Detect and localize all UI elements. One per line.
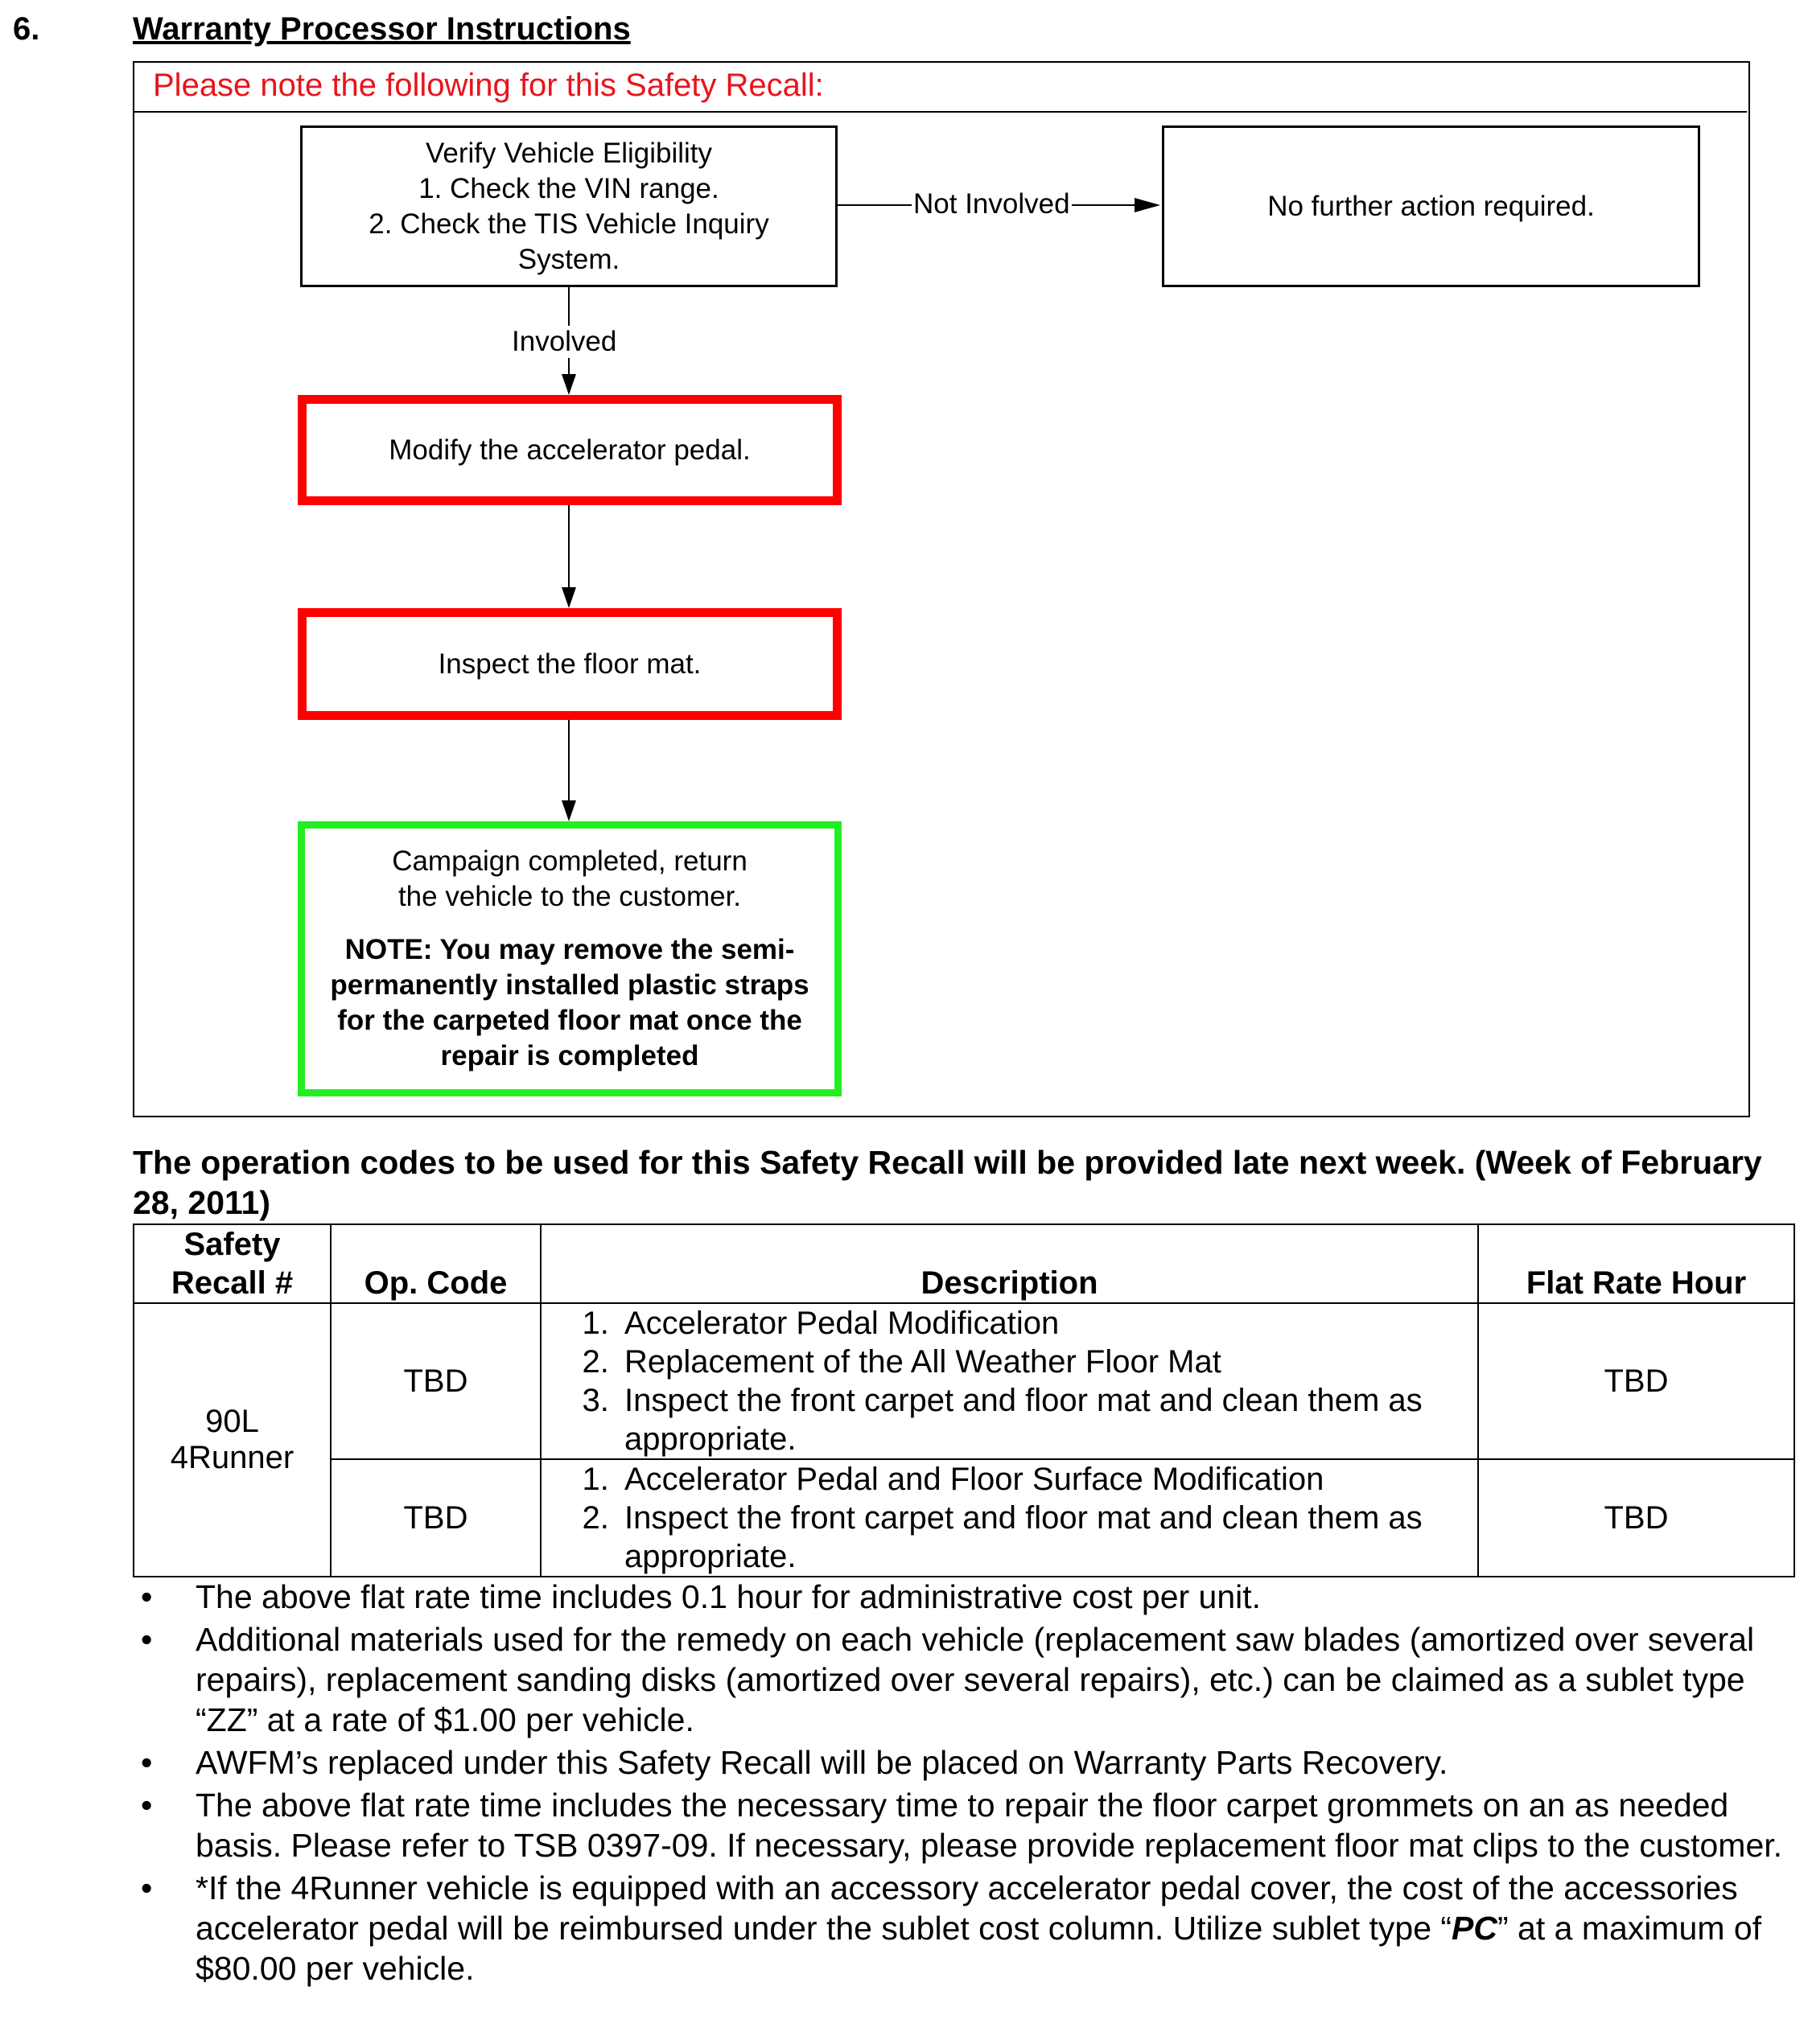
- op-code-cell: TBD: [331, 1303, 541, 1459]
- recall-model: 4Runner: [170, 1440, 294, 1475]
- note-text: ” at a maximum of $80.00 per vehicle.: [196, 1910, 1762, 1987]
- operation-codes-note: The operation codes to be used for this Safety Recall will be provided late next week. (Week of February 28, 2011): [133, 1144, 1762, 1221]
- note-text: The above flat rate time includes 0.1 hour for administrative cost per unit.: [196, 1578, 1262, 1615]
- description-item: 1. Accelerator Pedal and Floor Surface Modification: [618, 1460, 1477, 1499]
- description-cell: [541, 1303, 1478, 1459]
- table-header-row: [134, 1224, 1794, 1303]
- header-safety-recall: Safety Recall #: [134, 1224, 331, 1303]
- arrow-down-icon: [562, 374, 576, 395]
- inspect-floor-mat-text: Inspect the floor mat.: [438, 648, 702, 680]
- flowchart-header-text: Please note the following for this Safety Recall:: [153, 68, 824, 103]
- recall-cell: [134, 1303, 331, 1577]
- description-item: 1. Accelerator Pedal Modification: [618, 1304, 1477, 1343]
- list-item: [141, 1742, 1808, 1783]
- list-item: [141, 1785, 1808, 1865]
- connector: [568, 505, 570, 589]
- list-item: [141, 1619, 1808, 1740]
- description-item: 2. Inspect the front carpet and floor mat and clean them as appropriate.: [618, 1499, 1477, 1576]
- flat-rate-cell: TBD: [1478, 1459, 1794, 1577]
- campaign-completed-box: [298, 821, 842, 1096]
- no-action-text: No further action required.: [1267, 190, 1595, 222]
- not-involved-label: Not Involved: [913, 188, 1070, 220]
- complete-line: Campaign completed, return: [392, 845, 747, 877]
- table-row: [134, 1459, 1794, 1577]
- section-number: 6.: [13, 11, 40, 47]
- description-cell: [541, 1459, 1478, 1577]
- complete-note: NOTE: You may remove the semi-permanently installed plastic straps for the carpeted floor mat once the repair is completed: [330, 934, 809, 1071]
- no-action-box: [1162, 125, 1700, 287]
- note-text: *If the 4Runner vehicle is equipped with an accessory accelerator pedal cover, the cost of the accessories accelerator pedal will be reimbursed under the sublet cost column. Utilize sublet type “: [196, 1869, 1738, 1947]
- inspect-floor-mat-box: [298, 608, 842, 720]
- verify-line: 2. Check the TIS Vehicle Inquiry: [369, 208, 769, 240]
- op-code-cell: TBD: [331, 1459, 541, 1577]
- connector: [568, 720, 570, 802]
- note-text: Additional materials used for the remedy on each vehicle (replacement saw blades (amortized over several repairs), replacement sanding disks (amortized over several repairs), etc.) can be claimed as a sublet type “ZZ” at a rate of $1.00 per vehicle.: [196, 1621, 1755, 1738]
- arrow-down-icon: [562, 800, 576, 821]
- bullet-icon: •: [141, 1787, 153, 1824]
- table-row: [134, 1303, 1794, 1459]
- bullet-icon: •: [141, 1621, 153, 1658]
- header-description: Description: [541, 1224, 1478, 1303]
- flat-rate-cell: TBD: [1478, 1303, 1794, 1459]
- op-code-table: [133, 1224, 1795, 1577]
- verify-eligibility-box: [300, 125, 838, 287]
- complete-line: the vehicle to the customer.: [397, 881, 742, 912]
- section-title: Warranty Processor Instructions: [133, 11, 631, 47]
- note-text: The above flat rate time includes the necessary time to repair the floor carpet grommets on an as needed basis. Please refer to TSB 0397-09. If necessary, please provide replacement floor mat clips to the customer.: [196, 1787, 1783, 1864]
- list-item: [141, 1577, 1808, 1617]
- verify-line: Verify Vehicle Eligibility: [426, 137, 712, 169]
- modify-pedal-text: Modify the accelerator pedal.: [389, 434, 751, 466]
- bullet-icon: •: [141, 1869, 153, 1906]
- list-item: [141, 1868, 1808, 1988]
- bullet-icon: •: [141, 1578, 153, 1615]
- description-item: 2. Replacement of the All Weather Floor Mat: [618, 1343, 1477, 1381]
- notes-list: [133, 1577, 1808, 1991]
- verify-line: 1. Check the VIN range.: [418, 172, 719, 204]
- verify-line: System.: [517, 243, 620, 275]
- arrow-right-icon: [1135, 198, 1160, 212]
- modify-pedal-box: [298, 395, 842, 505]
- header-op-code: Op. Code: [331, 1224, 541, 1303]
- sublet-code: PC: [1452, 1910, 1498, 1947]
- arrow-down-icon: [562, 587, 576, 608]
- note-text: AWFM’s replaced under this Safety Recall will be placed on Warranty Parts Recovery.: [196, 1744, 1448, 1781]
- recall-code: 90L: [205, 1404, 259, 1439]
- bullet-icon: •: [141, 1744, 153, 1781]
- involved-label: Involved: [512, 326, 617, 357]
- description-item: 3. Inspect the front carpet and floor mat and clean them as appropriate.: [618, 1381, 1477, 1458]
- header-flat-rate-hour: Flat Rate Hour: [1478, 1224, 1794, 1303]
